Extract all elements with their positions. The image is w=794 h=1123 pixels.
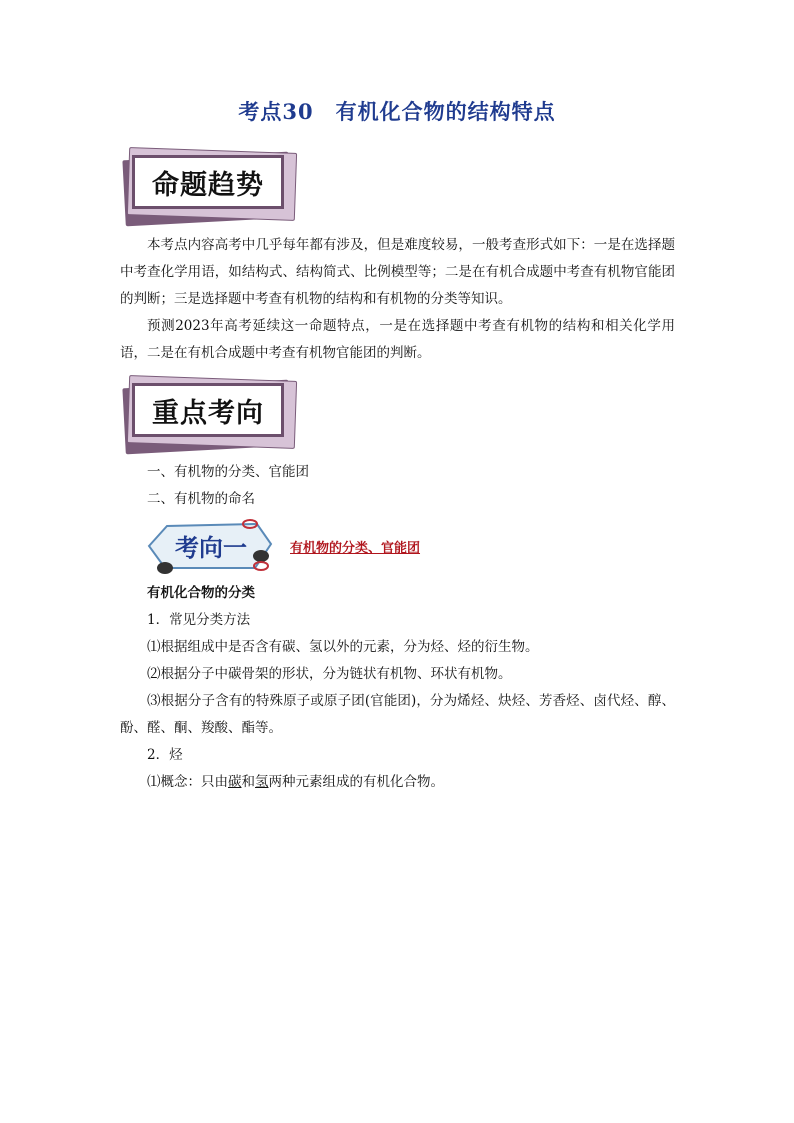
section-item-1c: ⑶根据分子含有的特殊原子或原子团(官能团)，分为烯烃、炔烃、芳香烃、卤代烃、醇、酚、醛、酮、羧酸、酯等。 bbox=[120, 693, 675, 736]
kaoxiang-badge bbox=[145, 516, 275, 578]
item-2a-and: 和 bbox=[241, 774, 255, 790]
section-item-1b: ⑵根据分子中碳骨架的形状，分为链状有机物、环状有机物。 bbox=[147, 666, 512, 682]
banner-face bbox=[132, 383, 284, 437]
focus-banner-label: 重点考向 bbox=[152, 397, 264, 429]
item-2a-suffix: 两种元素组成的有机化合物。 bbox=[268, 774, 444, 790]
carbon-term: 碳 bbox=[228, 774, 242, 790]
section-item-1: 1．常见分类方法 bbox=[147, 612, 251, 628]
hydrogen-term: 氢 bbox=[255, 774, 269, 790]
trend-paragraph-1: 本考点内容高考中几乎每年都有涉及，但是难度较易，一般考查形式如下：一是在选择题中考查化学用语，如结构式、结构简式、比例模型等；二是在有机合成题中考查有机物官能团的判断；三是选择题中考查有机物的结构和有机物的分类等知识。 bbox=[120, 237, 675, 307]
focus-item-1: 一、有机物的分类、官能团 bbox=[147, 464, 309, 480]
kaoxiang-label: 考向一 bbox=[175, 533, 247, 562]
trend-banner bbox=[120, 146, 298, 228]
focus-banner bbox=[120, 374, 298, 456]
kaoxiang-topic-link[interactable]: 有机物的分类、官能团 bbox=[290, 541, 421, 556]
trend-banner-label: 命题趋势 bbox=[152, 169, 264, 201]
item-2a-prefix: ⑴概念：只由 bbox=[147, 774, 228, 790]
page-title: 考点30 有机化合物的结构特点 bbox=[238, 99, 556, 124]
section-item-2a bbox=[147, 769, 702, 796]
section-item-2: 2．烃 bbox=[147, 747, 183, 763]
section-heading: 有机化合物的分类 bbox=[147, 585, 255, 601]
section-item-1a: ⑴根据组成中是否含有碳、氢以外的元素，分为烃、烃的衍生物。 bbox=[147, 639, 539, 655]
trend-paragraph-2: 预测2023年高考延续这一命题特点，一是在选择题中考查有机物的结构和相关化学用语，二是在有机合成题中考查有机物官能团的判断。 bbox=[120, 318, 675, 361]
banner-face bbox=[132, 155, 284, 209]
focus-item-2: 二、有机物的命名 bbox=[147, 491, 255, 507]
